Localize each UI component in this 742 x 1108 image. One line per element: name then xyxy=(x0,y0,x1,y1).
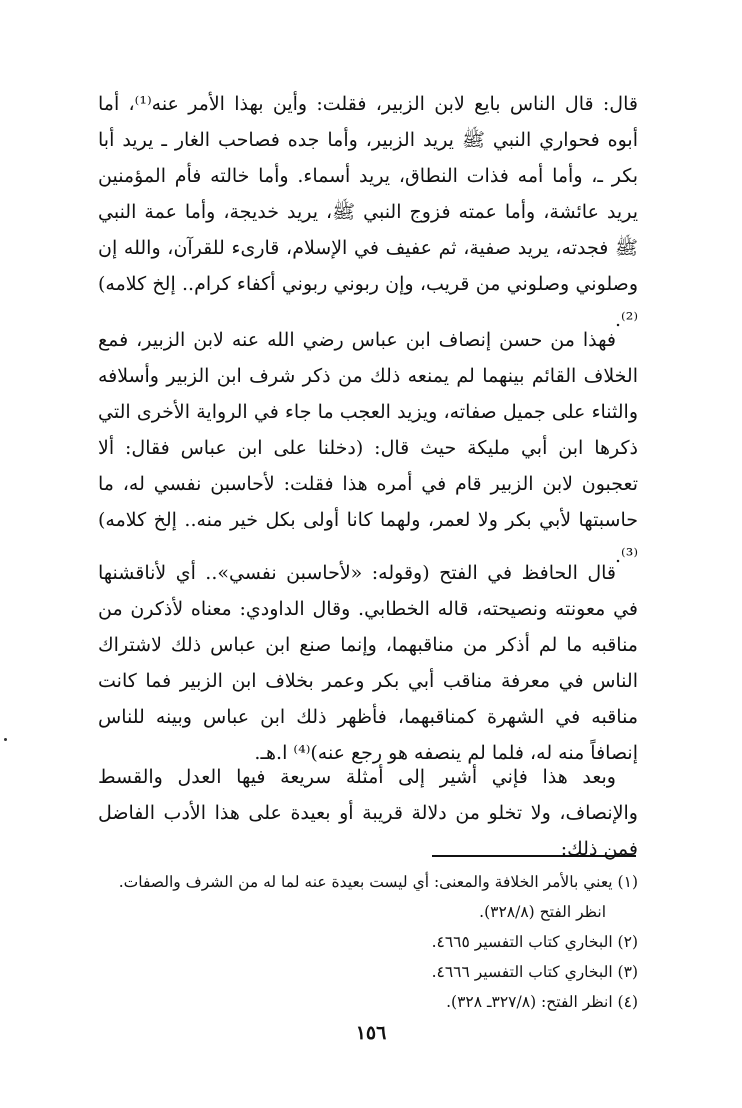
footnote-1-continuation: انظر الفتح (٣٢٨/٨). xyxy=(479,903,606,921)
page-number: ١٥٦ xyxy=(355,1022,387,1044)
body-paragraph-3: قال الحافظ في الفتح (وقوله: «لأحاسبن نفسي».. أي لأناقشنها في معونته ونصيحته، قاله الخطابي. وقال الداودي: معناه لأذكرن من مناقبه ما لم أذكر من مناقبهما، وإنما صنع ابن عباس ذلك لاشتراك الناس في معرفة مناقب أبي بكر وعمر بخلاف ابن الزبير فما كانت مناقبه في الشهرة كمناقبهما، فأظهر ذلك ابن عباس وبينه للناس إنصافاً منه له، فلما لم ينصفه هو رجع عنه)⁽⁴⁾ ا.هـ. xyxy=(98,562,638,764)
footnote-2: (٢) البخاري كتاب التفسير ٤٦٦٥. xyxy=(431,933,638,951)
body-paragraph-4: وبعد هذا فإني أشير إلى أمثلة سريعة فيها العدل والقسط والإنصاف، ولا تخلو من دلالة قريبة أو بعيدة على هذا الأدب الفاضل فمن ذلك: xyxy=(98,766,638,860)
body-paragraph-2: فهذا من حسن إنصاف ابن عباس رضي الله عنه لابن الزبير، فمع الخلاف القائم بينهما لم يمنعه ذلك من ذكر شرف ابن الزبير وأسلافه والثناء على جميل صفاته، ويزيد العجب ما جاء في الرواية الأخرى التي ذكرها ابن أبي مليكة حيث قال: (دخلنا على ابن عباس فقال: ألا تعجبون لابن الزبير قام في أمره هذا فقلت: لأحاسبن نفسي له، ما حاسبتها لأبي بكر ولا لعمر، ولهما كانا أولى بكل خير منه.. إلخ كلامه)⁽³⁾. xyxy=(98,329,638,567)
footnote-4: (٤) انظر الفتح: (٣٢٧/٨ـ ٣٢٨). xyxy=(446,993,638,1011)
margin-mark xyxy=(4,738,7,741)
footnote-1: (١) يعني بالأمر الخلافة والمعنى: أي ليست بعيدة عنه لما له من الشرف والصفات. xyxy=(118,873,638,891)
footnotes xyxy=(98,867,638,1017)
body-paragraph-1: قال: قال الناس بايع لابن الزبير، فقلت: وأين بهذا الأمر عنه⁽¹⁾، أما أبوه فحواري النبي ﷺ يريد الزبير، وأما جده فصاحب الغار ـ يريد أبا بكر ـ، وأما أمه فذات النطاق، يريد أسماء. وأما خالته فأم المؤمنين يريد عائشة، وأما عمته فزوج النبي ﷺ، يريد خديجة، وأما عمة النبي ﷺ فجدته، يريد صفية، ثم عفيف في الإسلام، قارىء للقرآن، والله إن وصلوني وصلوني من قريب، وإن ربوني ربوني أكفاء كرام.. إلخ كلامه)⁽²⁾. xyxy=(98,93,638,331)
footnote-divider xyxy=(432,855,636,857)
footnote-3: (٣) البخاري كتاب التفسير ٤٦٦٦. xyxy=(431,963,638,981)
